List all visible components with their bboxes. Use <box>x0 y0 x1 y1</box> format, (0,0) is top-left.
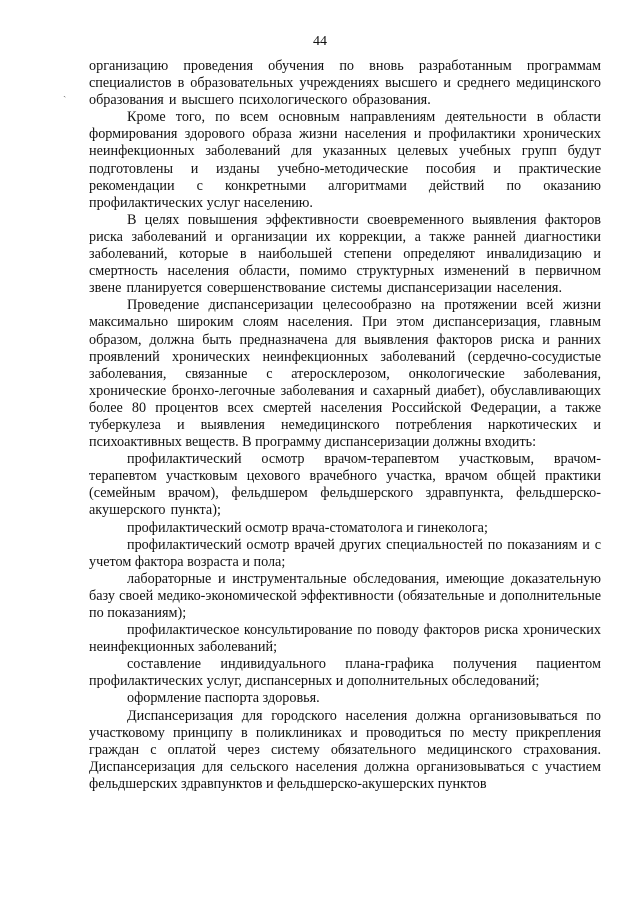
list-item-5: профилактическое консультирование по поводу факторов риска хронических неинфекционных заболеваний; <box>89 622 601 656</box>
list-item-3: профилактический осмотр врачей других специальностей по показаниям и с учетом фактора возраста и пола; <box>89 536 601 570</box>
list-item-4: лабораторные и инструментальные обследования, имеющие доказательную базу своей медико-экономической эффективности (обязательные и дополнительные по показаниям); <box>89 570 601 621</box>
document-body <box>89 58 601 793</box>
paragraph-2: Кроме того, по всем основным направлениям деятельности в области формирования здорового образа жизни населения и профилактики хронических неинфекционных заболеваний для указанных целевых учебных групп будут подготовлены и изданы учебно-методические пособия и практические рекомендации с конкретными алгоритмами действий по оказанию профилактических услуг населению. <box>89 109 601 211</box>
list-item-1: профилактический осмотр врачом-терапевтом участковым, врачом-терапевтом участковым цехового врачебного участка, врачом общей практики (семейным врачом), фельдшером фельдшерского здравпункта, фельдшерско-акушерского пункта); <box>89 451 601 519</box>
list-item-6: составление индивидуального плана-графика получения пациентом профилактических услуг, диспансерных и дополнительных обследований; <box>89 656 601 690</box>
list-item-2: профилактический осмотр врача-стоматолога и гинеколога; <box>127 519 488 536</box>
page-number: 44 <box>313 34 327 49</box>
paragraph-5: Диспансеризация для городского населения должна организовываться по участковому принципу в поликлиниках и проводиться по месту прикрепления граждан с оплатой через систему обязательного медицинского страхования. Диспансеризация для сельского населения должна организовываться с участием фельдшерских здравпунктов и фельдшерско-акушерских пунктов <box>89 707 601 792</box>
paragraph-4: Проведение диспансеризации целесообразно на протяжении всей жизни максимально широким слоям населения. При этом диспансеризация, главным образом, должна быть предназначена для выявления факторов риска и ранних проявлений хронических неинфекционных заболеваний (сердечно-сосудистые заболевания, связанные с атеросклерозом, онкологические заболевания, хронические бронхо-легочные заболевания и сахарный диабет), обуславливающих более 80 процентов всех смертей населения Российской Федерации, а также туберкулеза и выявления немедицинского потребления наркотических и психоактивных веществ. В программу диспансеризации должны входить: <box>89 297 601 451</box>
scan-mark: ˎ <box>63 87 67 98</box>
list-item-7: оформление паспорта здоровья. <box>127 690 320 707</box>
paragraph-3: В целях повышения эффективности своевременного выявления факторов риска заболеваний и организации их коррекции, а также ранней диагностики заболеваний, которые в наибольшей степени определяют инвалидизацию и смертность населения области, помимо структурных изменений в первичном звене планируется совершенствование системы диспансеризации населения. <box>89 211 601 297</box>
paragraph-1: организацию проведения обучения по вновь разработанным программам специалистов в образовательных учреждениях высшего и среднего медицинского образования и высшего психологического образования. <box>89 58 601 109</box>
